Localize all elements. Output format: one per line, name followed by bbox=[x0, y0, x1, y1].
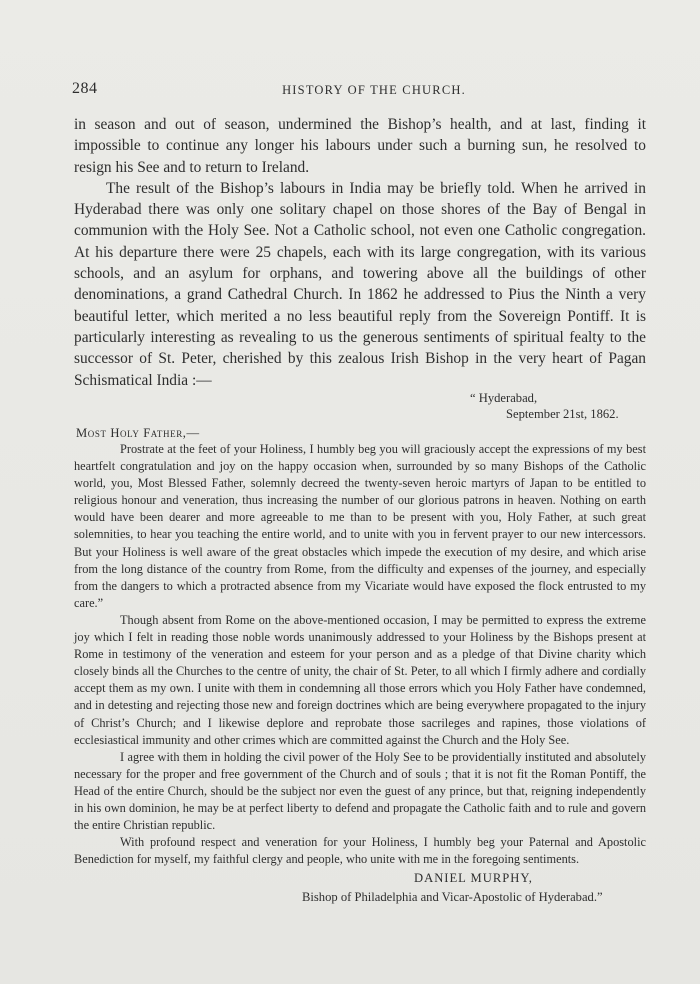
page-number: 284 bbox=[72, 80, 98, 97]
running-head: HISTORY OF THE CHURCH. bbox=[282, 83, 466, 97]
letter-paragraph: Prostrate at the feet of your Holiness, I humbly beg you will graciously accept the expressions of my best heartfelt congratulation and joy on the happy occasion when, surrounded by so many Bishops of the Catholic world, you, Most Blessed Father, solemnly decreed the twenty-seven heroic martyrs of Japan to be entitled to religious honour and veneration, thus increasing the number of our glorious patrons in heaven. Nothing on earth would have been dearer and more agreeable to me than to be present with you, Holy Father, at such great solemnities, to hear you teaching the entire world, and to unite with you in fervent prayer to our new intercessors. But your Holiness is well aware of the great obstacles which impede the execution of my desire, and which arise from the long distance of the country from Rome, from the difficulty and expenses of the journey, and especially from the dangers to which a protracted absence from my Vicariate would have exposed the flock entrusted to my care.” bbox=[74, 442, 646, 610]
letter-paragraph: With profound respect and veneration for your Holiness, I humbly beg your Paternal and Apostolic Benediction for myself, my faithful clergy and people, who unite with me in the foregoing sentiments. bbox=[74, 835, 646, 867]
letter-salutation: Most Holy Father,— bbox=[76, 426, 200, 440]
letter-paragraph: I agree with them in holding the civil power of the Holy See to be providentially instituted and absolutely necessary for the proper and free government of the Church and of souls ; that it is not fit the Roman Pontiff, the Head of the entire Church, should be the subject nor even the guest of any prince, but that, reigning independently in his own dominion, he may be at perfect liberty to defend and propagate the Catholic faith and to rule and govern the entire Christian republic. bbox=[74, 749, 646, 833]
paragraph-bishop-labours: The result of the Bishop’s labours in India may be briefly told. When he arrived in Hyderabad there was only one solitary chapel on those shores of the Bay of Bengal in communion with the Holy See. Not a Catholic school, not even one Catholic congregation. At his departure there were 25 chapels, each with its large congregation, with its various schools, and an asylum for orphans, and towering above all the buildings of other denominations, a grand Cathedral Church. In 1862 he addressed to Pius the Ninth a very beautiful letter, which merited a no less beautiful reply from the Sovereign Pontiff. It is particularly interesting as revealing to us the generous sentiments of spiritual fealty to the successor of St. Peter, cherished by this zealous Irish Bishop in the very heart of Pagan Schismatical India :— bbox=[74, 179, 646, 389]
letter-place: “ Hyderabad, bbox=[470, 391, 538, 405]
letter-paragraph: Though absent from Rome on the above-mentioned occasion, I may be permitted to express the extreme joy which I felt in reading those noble words unanimously addressed to your Holiness by the Bishops present at Rome in testimony of the veneration and esteem for your person and as a pledge of that Divine charity which closely binds all the Churches to the centre of unity, the chair of St. Peter, to all which I firmly adhere and cordially accept them as my own. I unite with them in condemning all those errors which you Holy Father have condemned, and in detesting and rejecting those new and foreign doctrines which are being everywhere propagated to the injury of Christ’s Church; and I likewise deplore and reprobate those sacrileges and rapines, those violations of ecclesiastical immunity and other crimes which are committed against the Church and the Holy See. bbox=[74, 612, 646, 747]
signature-name: DANIEL MURPHY, bbox=[414, 871, 533, 886]
paragraph-continuation: in season and out of season, undermined the Bishop’s health, and at last, finding it impossible to continue any longer his labours under such a burning sun, he resolved to resign his See and to return to Ireland. bbox=[74, 116, 646, 176]
letter-date: September 21st, 1862. bbox=[506, 407, 619, 421]
page-header bbox=[72, 80, 646, 102]
signature-title: Bishop of Philadelphia and Vicar-Apostolic of Hyderabad.” bbox=[302, 890, 603, 905]
main-text bbox=[74, 114, 646, 391]
quoted-letter bbox=[74, 390, 646, 906]
